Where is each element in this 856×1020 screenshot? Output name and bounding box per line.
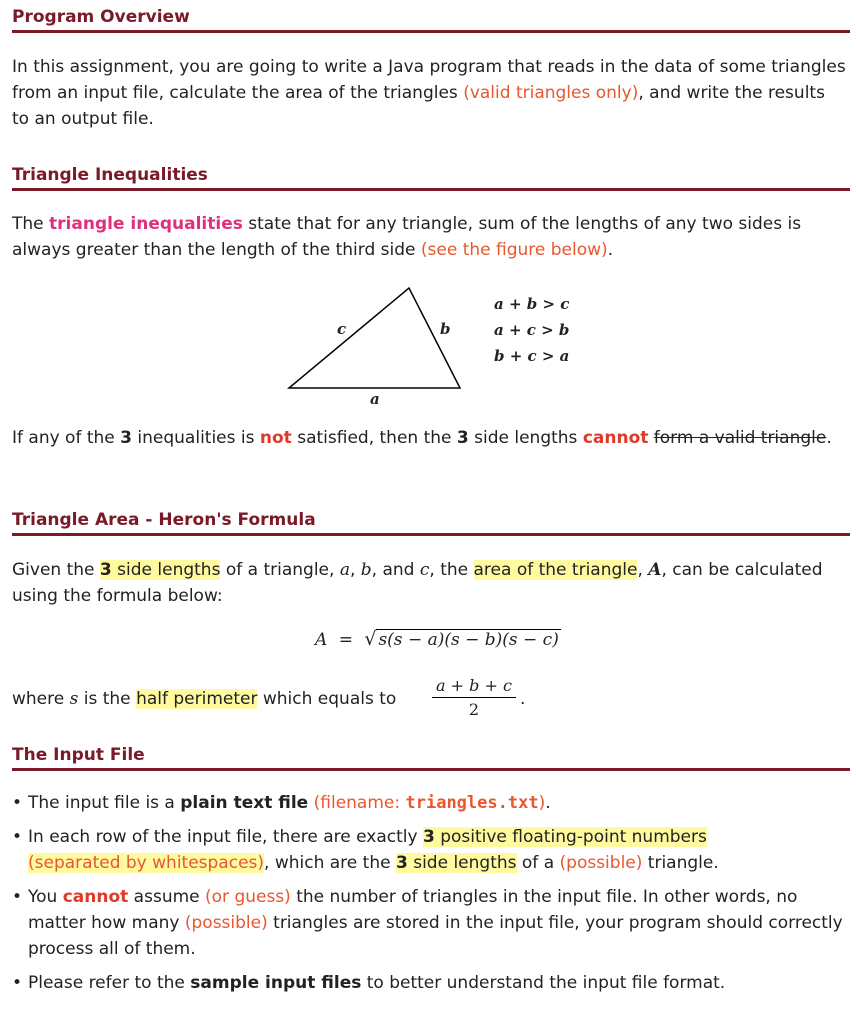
section-title-input-file: The Input File: [12, 744, 850, 771]
invalid-triangle-paragraph: If any of the 3 inequalities is not satisfied, then the 3 side lengths cannot form a valid triangle.: [12, 428, 832, 448]
inequalities-paragraph: The triangle inequalities state that for any triangle, sum of the lengths of any two sides is always greater than the length of the third side (see the figure below).: [12, 214, 802, 260]
triangle-shape: [289, 288, 460, 388]
fraction-period: .: [520, 689, 526, 709]
half-perimeter-paragraph: where s is the half perimeter which equals to: [12, 689, 397, 709]
section-title-triangle-inequalities: Triangle Inequalities: [12, 164, 850, 191]
triangle-figure: [0, 0, 856, 420]
triangle-label-c: c: [337, 320, 347, 338]
inequality-3: b + c > a: [494, 347, 570, 365]
list-item: • You cannot assume (or guess) the number of triangles in the input file. In other words, no matter how many (possible) triangles are stored in the input file, your program should correctly process all of them.: [12, 887, 843, 959]
sqrt-symbol: √: [364, 628, 377, 650]
list-item: • Please refer to the sample input files to better understand the input file format.: [12, 973, 726, 993]
heron-paragraph: Given the 3 side lengths of a triangle, a, b, and c, the area of the triangle, A, can be calculated using the formula below:: [12, 560, 823, 606]
input-file-bullet-list: [12, 790, 850, 1004]
triangle-label-b: b: [440, 320, 451, 338]
triangle-label-a: a: [370, 390, 380, 408]
heron-formula: A = √ s(s − a)(s − b)(s − c): [315, 628, 559, 650]
section-title-herons-formula: Triangle Area - Heron's Formula: [12, 509, 850, 536]
overview-paragraph: In this assignment, you are going to write a Java program that reads in the data of some triangles from an input file, calculate the area of the triangles (valid triangles only), and write the results to an output file.: [12, 57, 846, 129]
section-title-program-overview: Program Overview: [12, 6, 850, 33]
inequality-1: a + b > c: [494, 295, 570, 313]
list-item: • In each row of the input file, there are exactly 3 positive floating-point numbers (separated by whitespaces), which are the 3 side lengths of a (possible) triangle.: [12, 827, 719, 873]
list-item: • The input file is a plain text file (filename: triangles.txt).: [12, 793, 551, 813]
inequality-2: a + c > b: [494, 321, 570, 339]
half-perimeter-fraction: $\frac{a + b + c}{2}$: [432, 676, 516, 719]
